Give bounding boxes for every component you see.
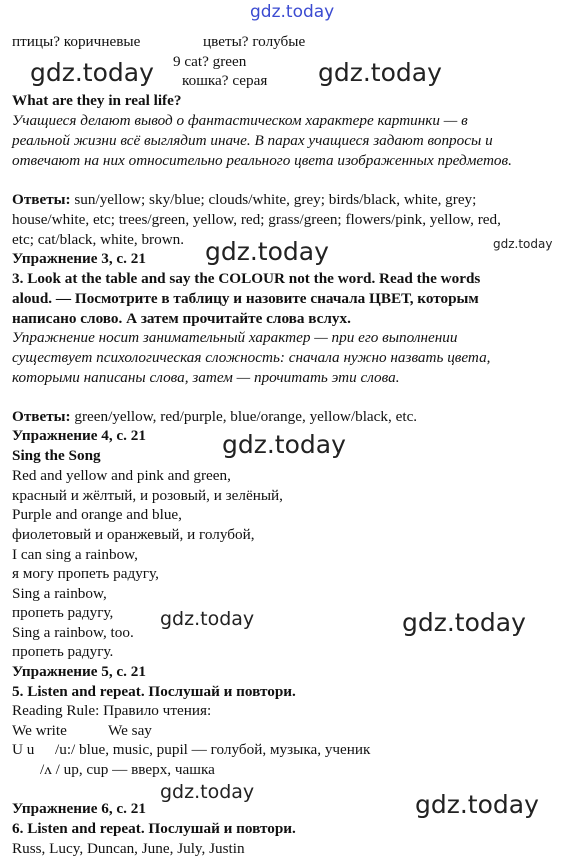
note-line: реальной жизни всё выглядит иначе. В парах учащиеся задают вопросы и xyxy=(12,132,493,149)
exercise-title: aloud. — Посмотрите в таблицу и назовите сначала ЦВЕТ, которым xyxy=(12,290,479,307)
rule-letter: U u xyxy=(12,741,35,758)
note-line: Упражнение носит занимательный характер — при его выполнении xyxy=(12,329,458,346)
answers-line xyxy=(12,408,417,426)
we-say: We say xyxy=(108,722,152,739)
exercise-title: написано слово. А затем прочитайте слова вслух. xyxy=(12,310,351,327)
rule-row: /u:/ blue, music, pupil — голубой, музыка, ученик xyxy=(55,741,371,758)
watermark: gdz.today xyxy=(318,58,442,87)
exercise-label: Упражнение 6, с. 21 xyxy=(12,800,146,817)
top-cat-ru: кошка? серая xyxy=(182,72,268,89)
song-line: Sing a rainbow, too. xyxy=(12,624,134,641)
top-cat: 9 cat? green xyxy=(173,53,247,70)
song-line: фиолетовый и оранжевый, и голубой, xyxy=(12,526,255,543)
song-line: я могу пропеть радугу, xyxy=(12,565,159,582)
rule-row: /ʌ / up, cup — вверх, чашка xyxy=(40,761,215,778)
exercise-label: Упражнение 3, с. 21 xyxy=(12,250,146,267)
watermark: gdz.today xyxy=(30,58,154,87)
note-line: существует психологическая сложность: сначала нужно назвать цвета, xyxy=(12,349,491,366)
song-line: I can sing a rainbow, xyxy=(12,546,138,563)
exercise-title: 5. Listen and repeat. Послушай и повтори. xyxy=(12,683,296,700)
watermark-top: gdz.today xyxy=(250,2,335,22)
song-line: Red and yellow and pink and green, xyxy=(12,467,231,484)
names-line: Russ, Lucy, Duncan, June, July, Justin xyxy=(12,840,245,857)
exercise-title: Sing the Song xyxy=(12,447,101,464)
we-write: We write xyxy=(12,722,67,739)
top-flowers: цветы? голубые xyxy=(203,33,306,50)
song-line: Purple and orange and blue, xyxy=(12,506,182,523)
section-heading: What are they in real life? xyxy=(12,92,182,109)
watermark: gdz.today xyxy=(205,237,329,266)
answers-text: green/yellow, red/purple, blue/orange, yellow/black, etc. xyxy=(70,408,418,425)
answers-text: sun/yellow; sky/blue; clouds/white, grey; birds/black, white, grey; xyxy=(70,191,477,208)
song-line: пропеть радугу. xyxy=(12,643,114,660)
song-line: красный и жёлтый, и розовый, и зелёный, xyxy=(12,487,283,504)
answers-line: house/white, etc; trees/green, yellow, red; grass/green; flowers/pink, yellow, red, xyxy=(12,211,501,228)
watermark: gdz.today xyxy=(402,608,526,637)
song-line: пропеть радугу, xyxy=(12,604,114,621)
note-line: отвечают на них относительно реального цвета изображенных предметов. xyxy=(12,152,512,169)
reading-rule: Reading Rule: Правило чтения: xyxy=(12,702,212,719)
watermark: gdz.today xyxy=(160,781,255,803)
watermark: gdz.today xyxy=(222,430,346,459)
exercise-label: Упражнение 4, с. 21 xyxy=(12,427,146,444)
answers-line xyxy=(12,191,476,209)
answers-label: Ответы: xyxy=(12,408,71,425)
answers-line: etc; cat/black, white, brown. xyxy=(12,231,185,248)
watermark: gdz.today xyxy=(415,790,539,819)
exercise-label: Упражнение 5, с. 21 xyxy=(12,663,146,680)
song-line: Sing a rainbow, xyxy=(12,585,107,602)
exercise-title: 6. Listen and repeat. Послушай и повтори. xyxy=(12,820,296,837)
watermark: gdz.today xyxy=(493,237,553,251)
exercise-title: 3. Look at the table and say the COLOUR not the word. Read the words xyxy=(12,270,481,287)
top-birds: птицы? коричневые xyxy=(12,33,141,50)
watermark: gdz.today xyxy=(160,608,255,630)
note-line: которыми написаны слова, затем — прочитать эти слова. xyxy=(12,369,400,386)
answers-label: Ответы: xyxy=(12,191,71,208)
note-line: Учащиеся делают вывод о фантастическом характере картинки — в xyxy=(12,112,468,129)
